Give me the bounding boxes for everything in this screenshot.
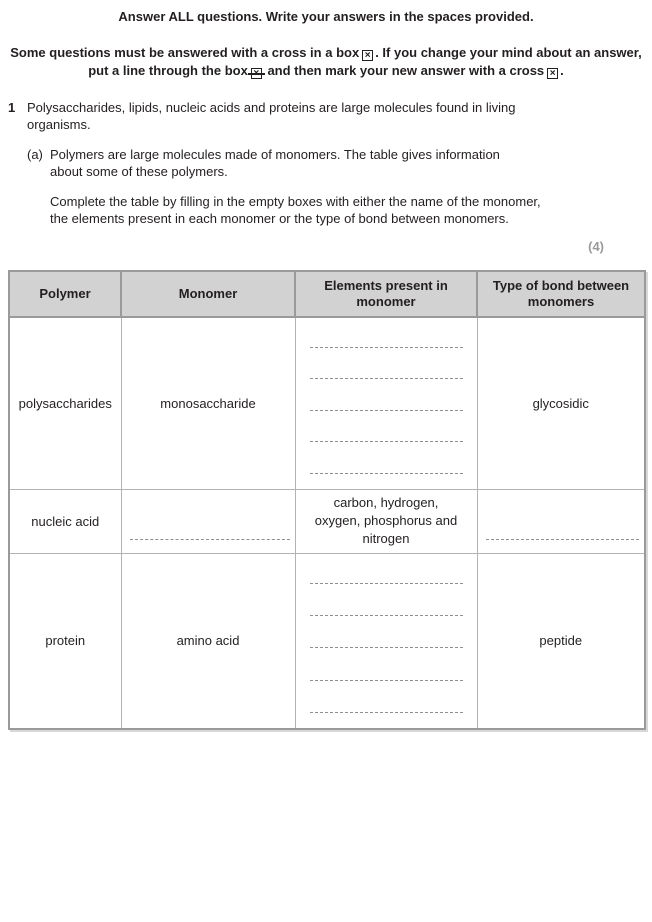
cross-box-notice	[10, 44, 642, 80]
answer-line	[310, 410, 463, 411]
answer-lines	[304, 556, 469, 727]
cell-monomer: monosaccharide	[121, 317, 295, 489]
header-monomer: Monomer	[121, 271, 295, 317]
cell-elements-blank	[295, 553, 477, 729]
cross-in-box-icon	[547, 68, 558, 79]
question-number: 1	[8, 100, 16, 115]
notice-text-4: .	[560, 63, 564, 78]
header-polymer: Polymer	[9, 271, 121, 317]
marks-badge: (4)	[588, 239, 604, 254]
cross-in-box-icon	[362, 50, 373, 61]
cross-glyph: ×	[253, 68, 260, 79]
table-header-row	[9, 271, 645, 317]
table-row	[9, 317, 645, 489]
question-part-a	[27, 146, 652, 227]
notice-text-1: Some questions must be answered with a cross in a box	[10, 45, 360, 60]
answer-line	[310, 378, 463, 379]
answer-line	[310, 647, 463, 648]
cell-elements-blank	[295, 317, 477, 489]
answer-line	[310, 712, 463, 713]
answer-line	[310, 583, 463, 584]
cross-glyph: ×	[549, 68, 556, 79]
notice-text-3: and then mark your new answer with a cross	[267, 63, 545, 78]
cell-bond-blank	[477, 489, 645, 553]
answer-line	[130, 539, 290, 540]
crossed-out-box-icon	[251, 68, 262, 79]
notice-text-2: . If you change your mind about an answer, put a line through the box	[88, 45, 642, 78]
answer-line	[310, 347, 463, 348]
cell-monomer: amino acid	[121, 553, 295, 729]
cell-elements	[295, 489, 477, 553]
cell-bond: glycosidic	[477, 317, 645, 489]
answer-line	[310, 441, 463, 442]
header-bond: Type of bond between monomers	[477, 271, 645, 317]
cell-polymer: protein	[9, 553, 121, 729]
answer-all-heading: Answer ALL questions. Write your answers in the spaces provided.	[118, 9, 534, 24]
answer-line	[310, 615, 463, 616]
cross-glyph: ×	[364, 50, 371, 61]
part-text: Polymers are large molecules made of monomers. The table gives information about some of these polymers.	[50, 147, 500, 179]
polymers-table	[8, 270, 646, 730]
part-instruction: Complete the table by filling in the empty boxes with either the name of the monomer, the elements present in each monomer or the type of bond between monomers.	[50, 194, 541, 226]
elements-text: carbon, hydrogen, oxygen, phosphorus and nitrogen	[314, 495, 458, 546]
table-row	[9, 489, 645, 553]
answer-line	[310, 473, 463, 474]
part-label: (a)	[27, 147, 43, 162]
header-elements: Elements present in monomer	[295, 271, 477, 317]
answer-lines	[304, 320, 469, 487]
question-intro: Polysaccharides, lipids, nucleic acids and proteins are large molecules found in living organisms.	[27, 100, 516, 132]
cell-monomer-blank	[121, 489, 295, 553]
cell-bond: peptide	[477, 553, 645, 729]
cell-polymer: polysaccharides	[9, 317, 121, 489]
question-1	[8, 99, 652, 255]
cell-polymer: nucleic acid	[9, 489, 121, 553]
table-row	[9, 553, 645, 729]
answer-line	[486, 539, 640, 540]
answer-line	[310, 680, 463, 681]
